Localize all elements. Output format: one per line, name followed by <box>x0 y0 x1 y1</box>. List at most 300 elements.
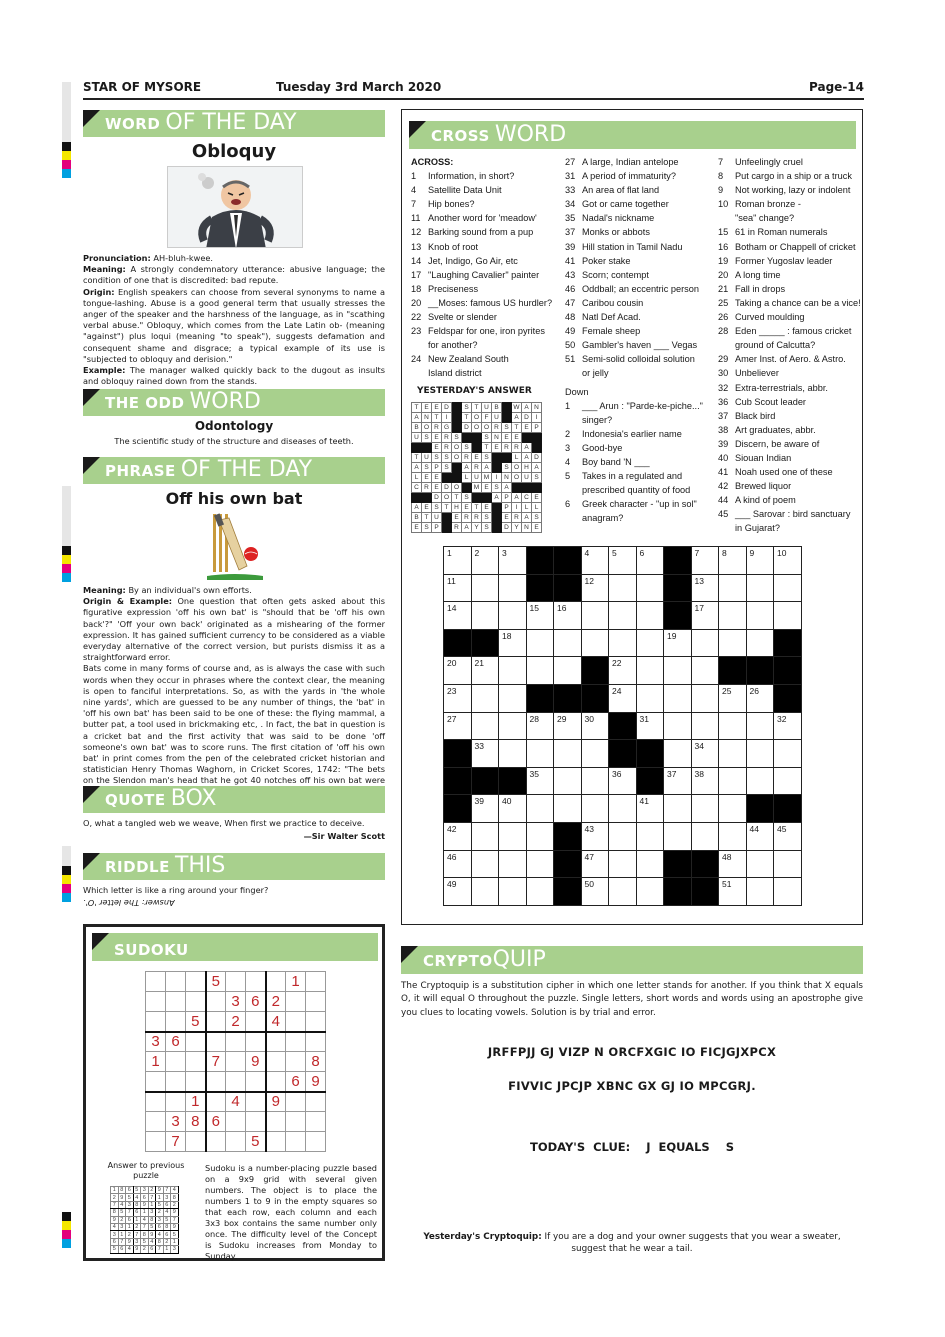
clue-number: 2 <box>565 428 571 439</box>
clue-text: Brewed liquor <box>735 481 792 492</box>
answer-cell: E <box>452 513 462 523</box>
sudoku-cell[interactable] <box>286 1032 306 1052</box>
crossword-cell[interactable] <box>746 878 774 906</box>
answer-cell: R <box>462 513 472 523</box>
sudoku-grid[interactable] <box>145 971 326 1152</box>
clue-row <box>718 507 863 521</box>
clue-number: 41 <box>718 467 729 478</box>
sudoku-cell[interactable] <box>206 1012 226 1032</box>
cell-number: 4 <box>584 548 590 558</box>
crossword-cell[interactable] <box>526 850 554 878</box>
sudoku-cell[interactable]: 6 <box>166 1032 186 1052</box>
crossword-grid[interactable] <box>443 546 802 906</box>
crossword-cell[interactable] <box>526 629 554 657</box>
crossword-cell[interactable] <box>526 878 554 906</box>
crossword-cell[interactable] <box>609 795 637 823</box>
sudoku-cell[interactable] <box>246 1072 266 1092</box>
crossword-cell[interactable] <box>609 574 637 602</box>
sudoku-cell[interactable] <box>226 1132 246 1152</box>
crossword-cell[interactable] <box>664 795 692 823</box>
answer-cell: S <box>422 463 432 473</box>
crossword-cell[interactable] <box>746 740 774 768</box>
clue-text: __Moses: famous US hurdler? <box>428 297 553 308</box>
sudoku-cell[interactable] <box>286 1092 306 1112</box>
sudoku-cell[interactable] <box>146 1092 166 1112</box>
clue-text: Feldspar for one, iron pyrites <box>428 326 545 337</box>
clue-row <box>718 169 863 183</box>
sudoku-cell[interactable] <box>306 1032 326 1052</box>
sudoku-cell[interactable]: 6 <box>246 992 266 1012</box>
clue-text: Black bird <box>735 410 776 421</box>
crossword-cell[interactable] <box>636 850 664 878</box>
sudoku-cell[interactable] <box>146 972 166 992</box>
sudoku-cell[interactable] <box>186 1132 206 1152</box>
crossword-cell[interactable] <box>471 822 499 850</box>
answer-cell: 5 <box>126 1194 134 1201</box>
sudoku-cell[interactable] <box>266 1112 286 1132</box>
answer-cell: O <box>472 423 482 433</box>
clue-number: 18 <box>411 283 422 294</box>
crossword-cell[interactable] <box>444 878 472 906</box>
crossword-cell[interactable] <box>719 878 747 906</box>
sudoku-cell[interactable] <box>246 1092 266 1112</box>
answer-cell: S <box>442 463 452 473</box>
crossword-cell[interactable] <box>691 740 719 768</box>
answer-cell: E <box>412 523 422 533</box>
crossword-cell[interactable] <box>581 878 609 906</box>
crossword-cell[interactable] <box>636 822 664 850</box>
sudoku-cell[interactable]: 1 <box>146 1052 166 1072</box>
sudoku-cell[interactable] <box>306 972 326 992</box>
answer-cell: O <box>482 423 492 433</box>
crossword-cell[interactable] <box>444 850 472 878</box>
crossword-cell[interactable] <box>664 684 692 712</box>
sudoku-cell[interactable] <box>266 1032 286 1052</box>
crossword-cell[interactable] <box>526 712 554 740</box>
black-cell <box>664 574 692 602</box>
clue-row <box>411 268 561 282</box>
crossword-cell[interactable] <box>609 878 637 906</box>
crossword-cell[interactable] <box>719 684 747 712</box>
crossword-cell[interactable] <box>774 878 802 906</box>
sudoku-cell[interactable] <box>286 1112 306 1132</box>
sudoku-cell[interactable]: 2 <box>226 1012 246 1032</box>
crossword-cell[interactable] <box>581 740 609 768</box>
crossword-cell[interactable] <box>554 795 582 823</box>
sudoku-cell[interactable] <box>306 1012 326 1032</box>
crossword-cell[interactable] <box>691 574 719 602</box>
crossword-cell[interactable] <box>774 547 802 575</box>
black-cell <box>471 767 499 795</box>
crossword-cell[interactable] <box>746 767 774 795</box>
crossword-cell[interactable] <box>526 795 554 823</box>
crossword-cell[interactable] <box>609 629 637 657</box>
crossword-cell[interactable] <box>526 740 554 768</box>
answer-cell: S <box>422 523 432 533</box>
crossword-cell[interactable] <box>444 712 472 740</box>
clue-number: 20 <box>718 269 729 280</box>
crossword-cell[interactable] <box>664 629 692 657</box>
cell-number: 25 <box>722 685 732 696</box>
crossword-cell[interactable] <box>444 657 472 685</box>
sudoku-cell[interactable]: 6 <box>286 1072 306 1092</box>
crossword-cell[interactable] <box>444 822 472 850</box>
clue-row <box>565 366 715 380</box>
black-cell <box>554 850 582 878</box>
crossword-cell[interactable] <box>499 850 527 878</box>
crossword-cell[interactable] <box>526 602 554 630</box>
sudoku-cell[interactable] <box>206 1092 226 1112</box>
clue-row <box>565 441 715 455</box>
sudoku-cell[interactable] <box>186 992 206 1012</box>
crossword-cell[interactable] <box>746 574 774 602</box>
crossword-cell[interactable] <box>636 712 664 740</box>
crossword-cell[interactable] <box>554 602 582 630</box>
sudoku-cell[interactable] <box>246 1112 266 1132</box>
crossword-cell[interactable] <box>719 602 747 630</box>
sudoku-cell[interactable] <box>306 1092 326 1112</box>
crossword-cell[interactable] <box>499 602 527 630</box>
crossword-cell[interactable] <box>691 822 719 850</box>
sudoku-cell[interactable] <box>146 1112 166 1132</box>
sudoku-cell[interactable] <box>206 1072 226 1092</box>
crossword-cell[interactable] <box>444 602 472 630</box>
clue-number: 22 <box>411 312 422 323</box>
sudoku-cell[interactable] <box>226 1112 246 1132</box>
crossword-cell[interactable] <box>719 574 747 602</box>
crossword-cell[interactable] <box>691 602 719 630</box>
crossword-cell[interactable] <box>774 574 802 602</box>
sudoku-cell[interactable]: 5 <box>186 1012 206 1032</box>
crossword-cell[interactable] <box>471 684 499 712</box>
cell-number: 46 <box>447 851 457 862</box>
crossword-cell[interactable] <box>691 712 719 740</box>
crossword-cell[interactable] <box>499 822 527 850</box>
page-number: Page-14 <box>809 80 864 94</box>
crossword-cell[interactable] <box>526 822 554 850</box>
crossword-cell[interactable] <box>581 767 609 795</box>
crossword-cell[interactable] <box>746 547 774 575</box>
crossword-cell[interactable] <box>691 629 719 657</box>
answer-cell: E <box>502 513 512 523</box>
clue-row <box>718 493 863 507</box>
crossword-cell[interactable] <box>746 602 774 630</box>
sudoku-cell[interactable] <box>166 1012 186 1032</box>
answer-cell: T <box>432 413 442 423</box>
sudoku-cell[interactable]: 2 <box>266 992 286 1012</box>
sudoku-cell[interactable] <box>166 992 186 1012</box>
sudoku-cell[interactable]: 5 <box>246 1132 266 1152</box>
sudoku-cell[interactable] <box>246 972 266 992</box>
sudoku-cell[interactable] <box>246 1012 266 1032</box>
crossword-cell[interactable] <box>636 795 664 823</box>
crossword-cell[interactable] <box>609 850 637 878</box>
crossword-cell[interactable] <box>664 657 692 685</box>
sudoku-cell[interactable] <box>246 1032 266 1052</box>
answer-cell: S <box>432 453 442 463</box>
sudoku-cell[interactable] <box>286 1132 306 1152</box>
cell-number: 20 <box>447 658 457 669</box>
sudoku-cell[interactable]: 3 <box>166 1112 186 1132</box>
sudoku-cell[interactable] <box>166 1092 186 1112</box>
sudoku-cell[interactable] <box>186 1052 206 1072</box>
crossword-cell[interactable] <box>499 740 527 768</box>
crossword-cell[interactable] <box>664 767 692 795</box>
crossword-cell[interactable] <box>691 657 719 685</box>
sudoku-cell[interactable] <box>186 1072 206 1092</box>
clue-row <box>565 310 715 324</box>
answer-cell: 6 <box>118 1246 126 1253</box>
crossword-cell[interactable] <box>636 684 664 712</box>
crossword-cell[interactable] <box>719 629 747 657</box>
crossword-cell[interactable] <box>499 795 527 823</box>
sudoku-cell[interactable]: 1 <box>286 972 306 992</box>
sudoku-cell[interactable] <box>266 1052 286 1072</box>
clue-number: 19 <box>718 255 729 266</box>
crossword-cell[interactable] <box>581 795 609 823</box>
sudoku-cell[interactable] <box>226 972 246 992</box>
crossword-cell[interactable] <box>774 822 802 850</box>
crossword-cell[interactable] <box>664 822 692 850</box>
crossword-cell[interactable] <box>471 795 499 823</box>
cell-number: 32 <box>777 713 787 724</box>
cell-number: 34 <box>694 741 704 752</box>
crossword-cell[interactable] <box>499 574 527 602</box>
answer-cell: 3 <box>148 1209 156 1216</box>
crossword-cell[interactable] <box>719 547 747 575</box>
answer-cell <box>472 443 482 453</box>
crossword-cell[interactable] <box>746 684 774 712</box>
crossword-cell[interactable] <box>719 822 747 850</box>
crossword-cell[interactable] <box>471 657 499 685</box>
crossword-cell[interactable] <box>609 767 637 795</box>
sudoku-cell[interactable]: 7 <box>166 1132 186 1152</box>
sudoku-cell[interactable] <box>286 1052 306 1072</box>
crossword-cell[interactable] <box>499 629 527 657</box>
crossword-cell[interactable] <box>581 602 609 630</box>
crossword-cell[interactable] <box>691 684 719 712</box>
sudoku-cell[interactable]: 8 <box>186 1112 206 1132</box>
answer-cell: R <box>462 453 472 463</box>
answer-cell: 5 <box>111 1246 119 1253</box>
sudoku-cell[interactable] <box>166 1052 186 1072</box>
crossword-cell[interactable] <box>471 850 499 878</box>
crossword-cell[interactable] <box>554 657 582 685</box>
crossword-cell[interactable] <box>581 712 609 740</box>
crossword-cell[interactable] <box>609 547 637 575</box>
crossword-cell[interactable] <box>499 684 527 712</box>
crossword-cell[interactable] <box>746 850 774 878</box>
sudoku-cell[interactable] <box>266 1072 286 1092</box>
sudoku-cell[interactable] <box>226 1032 246 1052</box>
meaning: A strongly condemnatory utterance: abusive language; the condition of one that is discredited: bad repute. <box>83 264 385 286</box>
sudoku-cell[interactable] <box>206 1032 226 1052</box>
sudoku-cell[interactable] <box>286 1012 306 1032</box>
crossword-cell[interactable] <box>499 547 527 575</box>
crossword-cell[interactable] <box>774 602 802 630</box>
crossword-cell[interactable] <box>471 712 499 740</box>
crossword-cell[interactable] <box>499 878 527 906</box>
crossword-cell[interactable] <box>636 629 664 657</box>
crossword-cell[interactable] <box>609 602 637 630</box>
crossword-cell[interactable] <box>444 547 472 575</box>
sudoku-cell[interactable]: 4 <box>226 1092 246 1112</box>
clue-number: 44 <box>718 495 729 506</box>
crossword-cell[interactable] <box>746 712 774 740</box>
sudoku-cell[interactable] <box>306 1112 326 1132</box>
answer-cell: O <box>452 443 462 453</box>
sudoku-cell[interactable] <box>186 972 206 992</box>
answer-cell <box>422 443 432 453</box>
crossword-cell[interactable] <box>499 657 527 685</box>
crossword-cell[interactable] <box>444 574 472 602</box>
answer-cell: A <box>462 463 472 473</box>
crossword-cell[interactable] <box>471 740 499 768</box>
answer-cell: 5 <box>133 1187 141 1194</box>
sudoku-cell[interactable] <box>206 1132 226 1152</box>
sudoku-cell[interactable] <box>146 1132 166 1152</box>
crossword-cell[interactable] <box>636 602 664 630</box>
clue-row <box>411 240 561 254</box>
answer-cell: H <box>522 463 532 473</box>
crossword-cell[interactable] <box>691 767 719 795</box>
crossword-cell[interactable] <box>636 657 664 685</box>
crossword-cell[interactable] <box>471 602 499 630</box>
sudoku-cell[interactable]: 3 <box>226 992 246 1012</box>
clue-number: 23 <box>411 326 422 337</box>
quote-banner: QUOTE BOX <box>83 786 385 813</box>
crossword-cell[interactable] <box>774 850 802 878</box>
answer-cell: S <box>432 503 442 513</box>
sudoku-cell[interactable]: 7 <box>206 1052 226 1072</box>
crossword-cell[interactable] <box>581 850 609 878</box>
sudoku-cell[interactable] <box>306 992 326 1012</box>
sudoku-cell[interactable]: 8 <box>306 1052 326 1072</box>
crossword-cell[interactable] <box>581 547 609 575</box>
answer-cell: 2 <box>118 1216 126 1223</box>
crossword-cell[interactable] <box>581 629 609 657</box>
crossword-cell[interactable] <box>471 547 499 575</box>
crossword-cell[interactable] <box>526 767 554 795</box>
sudoku-cell[interactable] <box>306 1132 326 1152</box>
sudoku-cell[interactable] <box>266 1132 286 1152</box>
crossword-cell[interactable] <box>554 767 582 795</box>
crossword-cell[interactable] <box>691 795 719 823</box>
sudoku-cell[interactable]: 3 <box>146 1032 166 1052</box>
crossword-cell[interactable] <box>609 684 637 712</box>
crossword-cell[interactable] <box>774 767 802 795</box>
crossword-cell[interactable] <box>746 822 774 850</box>
crossword-cell[interactable] <box>664 712 692 740</box>
registration-marks-low <box>62 846 71 902</box>
crossword-cell[interactable] <box>499 712 527 740</box>
clue-row <box>565 427 715 441</box>
answer-cell: R <box>442 433 452 443</box>
clue-text: Taking a chance can be a vice! <box>735 297 861 308</box>
crossword-cell[interactable] <box>691 547 719 575</box>
answer-cell: 2 <box>171 1201 179 1208</box>
sudoku-cell[interactable]: 4 <box>266 1012 286 1032</box>
clue-text: Caribou cousin <box>582 297 644 308</box>
crossword-cell[interactable] <box>774 712 802 740</box>
sudoku-cell[interactable] <box>166 972 186 992</box>
answer-cell: 1 <box>118 1231 126 1238</box>
answer-cell: S <box>462 443 472 453</box>
answer-cell: 4 <box>118 1201 126 1208</box>
crossword-cell[interactable] <box>636 574 664 602</box>
answer-cell: 5 <box>163 1216 171 1223</box>
crossword-cell[interactable] <box>471 878 499 906</box>
answer-cell: I <box>512 503 522 513</box>
crossword-cell[interactable] <box>774 740 802 768</box>
answer-cell: S <box>482 433 492 443</box>
sudoku-cell[interactable]: 9 <box>266 1092 286 1112</box>
crossword-cell[interactable] <box>719 850 747 878</box>
clue-text: or jelly <box>582 368 609 379</box>
sudoku-cell[interactable]: 5 <box>206 972 226 992</box>
sudoku-cell[interactable] <box>266 972 286 992</box>
clue-row <box>718 240 863 254</box>
crossword-cell[interactable] <box>554 629 582 657</box>
sudoku-cell[interactable]: 1 <box>186 1092 206 1112</box>
crossword-cell[interactable] <box>719 795 747 823</box>
sudoku-cell[interactable] <box>146 1012 166 1032</box>
crossword-cell[interactable] <box>554 712 582 740</box>
crossword-cell[interactable] <box>471 574 499 602</box>
clue-text: Got or came together <box>582 199 669 210</box>
crossword-cell[interactable] <box>609 657 637 685</box>
sudoku-cell[interactable] <box>286 992 306 1012</box>
clue-number: 39 <box>565 241 576 252</box>
crossword-cell[interactable] <box>636 547 664 575</box>
sudoku-cell[interactable] <box>226 1072 246 1092</box>
banner-title-large: OF THE DAY <box>165 110 297 135</box>
crossword-cell[interactable] <box>581 822 609 850</box>
clue-text: A large, Indian antelope <box>582 157 679 167</box>
crossword-cell[interactable] <box>636 878 664 906</box>
sudoku-cell[interactable]: 9 <box>306 1072 326 1092</box>
crossword-cell[interactable] <box>746 629 774 657</box>
answer-cell: P <box>532 423 542 433</box>
answer-cell: 5 <box>141 1238 149 1245</box>
answer-cell: 8 <box>171 1194 179 1201</box>
crossword-cell[interactable] <box>719 712 747 740</box>
answer-cell <box>502 403 512 413</box>
sudoku-cell[interactable] <box>186 1032 206 1052</box>
crossword-cell[interactable] <box>526 657 554 685</box>
clue-text: Roman bronze - <box>735 199 801 210</box>
crossword-cell[interactable] <box>581 574 609 602</box>
cell-number: 15 <box>529 603 539 614</box>
crossword-cell[interactable] <box>444 684 472 712</box>
cell-number: 1 <box>447 548 452 558</box>
sudoku-cell[interactable] <box>166 1072 186 1092</box>
sudoku-cell[interactable] <box>226 1052 246 1072</box>
sudoku-cell[interactable] <box>206 992 226 1012</box>
crossword-cell[interactable] <box>609 822 637 850</box>
sudoku-cell[interactable]: 6 <box>206 1112 226 1132</box>
crossword-cell[interactable] <box>554 740 582 768</box>
sudoku-cell[interactable] <box>146 992 166 1012</box>
sudoku-cell[interactable]: 9 <box>246 1052 266 1072</box>
riddle-answer: Answer: The letter 'O'. <box>83 898 175 908</box>
crossword-cell[interactable] <box>719 740 747 768</box>
sudoku-cell[interactable] <box>146 1072 166 1092</box>
crossword-cell[interactable] <box>664 740 692 768</box>
crossword-cell[interactable] <box>719 767 747 795</box>
answer-cell <box>522 483 532 493</box>
black-cell <box>609 740 637 768</box>
